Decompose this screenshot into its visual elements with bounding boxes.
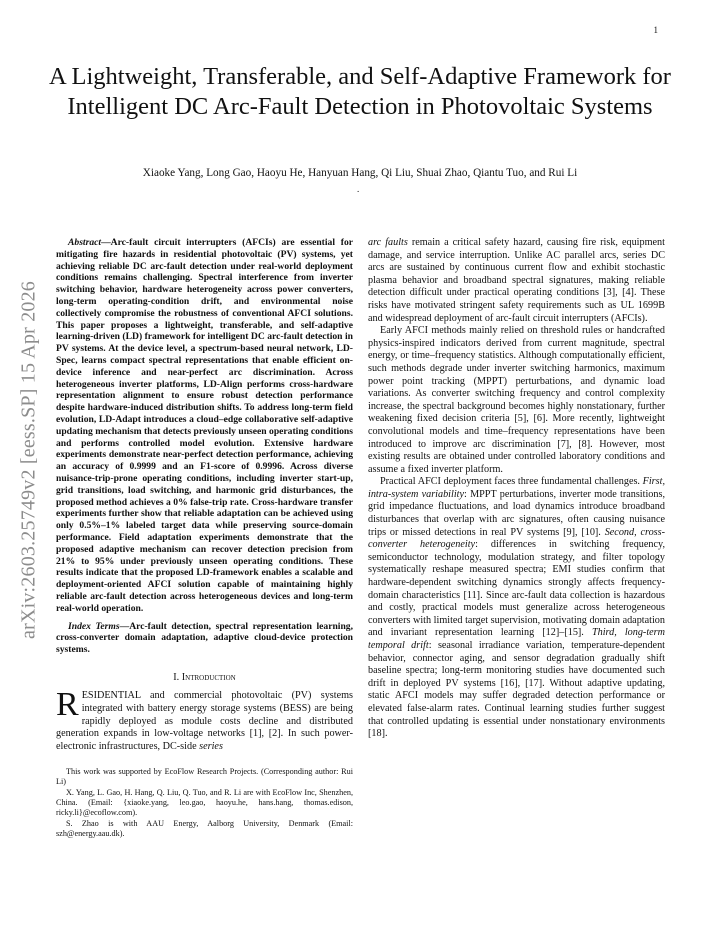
challenge-3-label: Third, long-term temporal drift [368,627,665,651]
footnote-affiliation-ecoflow: X. Yang, L. Gao, H. Hang, Q. Liu, Q. Tuo, and R. Li are with EcoFlow Inc, Shenzhen, China. (Email: {xiaoke.yang, leo.gao, haoyu.he, hans.hang, thomas.edison, ricky.li}@ecoflow.com). [56,788,353,818]
paragraph-challenges [368,476,665,740]
intro-first-word: ESIDENTIAL [81,690,141,702]
abstract-label: Abstract [68,237,102,248]
index-terms-label: Index Terms [68,620,120,632]
author-list: Xiaoke Yang, Long Gao, Haoyu He, Hanyuan Hang, Qi Liu, Shuai Zhao, Qiantu Tuo, and Rui Li [142,167,578,179]
page-number: 1 [653,25,658,35]
drop-cap: R [56,686,79,724]
intro-italic-tail: series [199,740,223,752]
challenge-1-label: First, intra-system variability [368,476,665,500]
left-column [56,237,353,840]
arxiv-id: arXiv:2603.25749v2 [eess.SP] 15 Apr 2026 [17,281,40,639]
intro-continuation [368,237,665,325]
arxiv-watermark [10,240,48,680]
paper-title: A Lightweight, Transferable, and Self-Adaptive Framework for Intelligent DC Arc-Fault Detection in Photovoltaic Systems [49,63,671,120]
index-terms-text: —Arc-fault detection, spectral representation learning, cross-converter domain adaptation, adaptive cloud-device protection systems. [56,620,353,656]
challenge-1-text: : MPPT perturbations, inverter mode transitions, grid impedance fluctuations, and load dynamics introduce broadband disturbances that overlap with arc signatures, often causing nuisance trips or missed detections in real PV systems [9], [10]. [368,488,665,538]
right-column [368,237,665,741]
section-heading: I. Introduction [173,671,236,683]
intro-continuation-text: remain a critical safety hazard, causing fire risk, equipment damage, and service interruption. Unlike AC parallel arcs, series DC arcs are sustained by continuous current flow and exhibit stochastic plasma behavior and broadband spectral signatures, making reliable detection difficult under practical operating conditions [3], [4]. These risks have motivated stringent safety requirements such as UL 1699B and widespread deployment of arc-fault circuit interrupters (AFCIs). [368,237,665,324]
intro-paragraph [56,686,353,753]
footnote-affiliation-aau: S. Zhao is with AAU Energy, Aalborg University, Denmark (Email: szh@energy.aau.dk). [56,819,353,839]
paragraph-early-afci: Early AFCI methods mainly relied on threshold rules or handcrafted physics-inspired indicators derived from current magnitude, spectral energy, or time–frequency statistics. Although computationally efficient, such methods degrade under inverter switching harmonics, maximum power point tracking (MPPT) perturbations, and dynamic load variations. As converter switching frequency and control complexity increase, the spectral background becomes highly nonstationary, further weakening fixed decision criteria [5], [6]. More recently, lightweight convolutional models and time–frequency representations have been introduced to improve arc discrimination [7], [8]. However, most existing results are obtained under controlled laboratory conditions and assume a fixed inverter platform. [368,325,665,475]
intro-continuation-italic: arc faults [368,237,408,248]
intro-text: and commercial photovoltaic (PV) systems integrated with battery energy storage systems (BESS) are being rapidly deployed as module costs decline and distributed generation expands in low-voltage networks [1], [2]. In such power-electronic infrastructures, DC-side [56,690,353,752]
abstract-text: —Arc-fault circuit interrupters (AFCIs) are essential for mitigating fire hazards in residential photovoltaic (PV) systems, yet achieving reliable DC arc-fault detection under real-world deployment conditions remains challenging. Spectral interference from inverter switching behavior, hardware heterogeneity across power converters, long-term operating-condition drift, and environmental noise collectively compromise the robustness of conventional AFCI solutions. This paper proposes a lightweight, transferable, and self-adaptive learning-driven (LD) framework for intelligent DC arc-fault detection in PV systems. At the device level, a spectrum-based neural network, LD-Spec, learns compact spectral representations that enable efficient on-device inference and near-perfect arc discrimination. Across heterogeneous inverter platforms, LD-Align performs cross-hardware representation alignment to ensure robust detection performance despite hardware-induced distribution shifts. To address long-term field evolution, LD-Adapt introduces a cloud–edge collaborative self-adaptive updating mechanism that detects previously unseen operating conditions and performs controlled model evolution. Extensive hardware experiments demonstrate near-perfect detection performance, achieving an accuracy of 0.9999 and an F1-score of 0.9996. Across diverse nuisance-trip-prone operating conditions, including inverter start-up, grid transitions, load switching, and harmonic grid disturbances, the proposed method achieves a 0% false-trip rate. Cross-hardware transfer experiments further show that reliable adaptation can be achieved using only 0.5%–1% labeled target data while preserving source-domain performance. Field adaptation experiments demonstrate that the proposed adaptive mechanism can recover detection precision from 21% to 95% under previously unseen operating conditions. These results indicate that the proposed LD-framework enables a scalable and deployment-oriented AFCI solution capable of maintaining highly reliable arc-fault detection across heterogeneous devices and long-term real-world operation. [56,237,353,614]
index-terms [56,621,353,656]
footnote-funding: This work was supported by EcoFlow Research Projects. (Corresponding author: Rui Li) [56,767,353,787]
challenge-3-text: : seasonal irradiance variation, temperature-dependent behavior, connector aging, and sensor degradation gradually shift baseline spectra; long-term monitoring studies have documented such drift in deployed PV systems [16], [17]. Without adaptive updating, static AFCI models may suffer degraded detection performance or elevated false-alarm rates. Continual learning studies further suggest that controlled updating is essential under nonstationary environments [18]. [368,640,665,740]
footnotes [56,767,353,839]
challenge-2-label: Second, cross-converter heterogeneity [368,526,665,551]
title-dot: . [357,184,360,194]
challenges-intro: Practical AFCI deployment faces three fundamental challenges. [380,476,643,488]
abstract [56,237,353,615]
challenge-2-text: : differences in switching frequency, semiconductor technology, modulation strategy, and filter topology systematically reshape measured spectra; EMI studies confirm that hardware-dependent switching dynamics strongly affects frequency-domain characteristics [11]. Since arc-fault data collection is hazardous and costly, practical models must generalize across heterogeneous converters with limited target supervision, motivating domain adaptation and invariant representation learning [12]–[15]. [368,539,665,639]
